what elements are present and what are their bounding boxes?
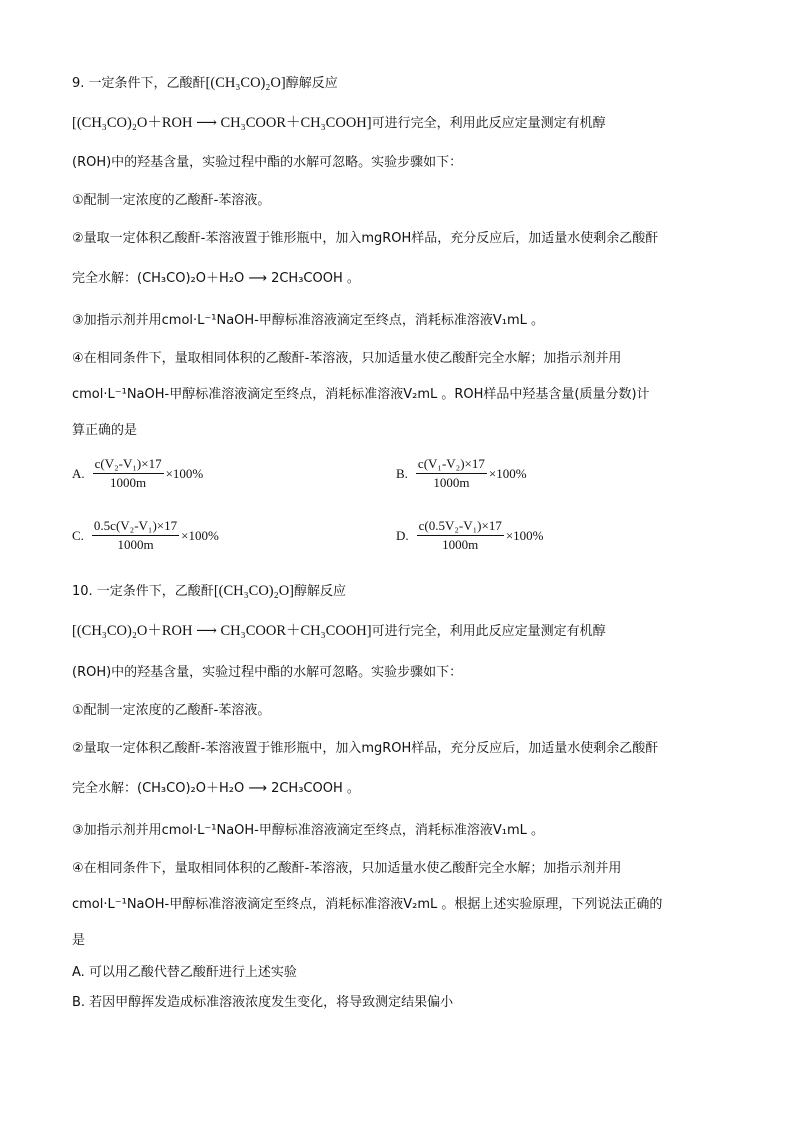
q9-roh-line: (ROH)中的羟基含量，实验过程中酯的水解可忽略。实验步骤如下： (72, 155, 463, 170)
q9-step2b: 完全水解：(CH₃CO)₂O＋H₂O ⟶ 2CH₃COOH 。 (72, 271, 360, 286)
q10-reaction-tail: 可进行完全，利用此反应定量测定有机醇 (371, 624, 606, 639)
fraction (92, 518, 179, 553)
q10-step4c: 是 (72, 933, 86, 948)
q10-reaction: [(CH₃CO)₂O＋ROH ⟶ CH₃COOR＋CH₃COOH] (72, 623, 372, 639)
option-letter: D. (396, 527, 409, 543)
q9-step2: ②量取一定体积乙酸酐-苯溶液置于锥形瓶中，加入mgROH样品，充分反应后，加适量水使剩余乙酸酐 (72, 231, 659, 246)
q9-reaction-tail: 可进行完全，利用此反应定量测定有机醇 (371, 116, 606, 131)
fraction (416, 456, 487, 491)
q9-option-a[interactable] (72, 456, 203, 491)
option-letter: C. (72, 527, 84, 543)
q10-intro-b: 醇解反应 (294, 584, 347, 599)
q10-reaction-line (72, 620, 606, 643)
percent-tail: ×100% (488, 465, 527, 481)
q10-formula: [(CH₃CO)₂O] (213, 583, 294, 599)
q9-step1: ①配制一定浓度的乙酸酐-苯溶液。 (72, 193, 271, 208)
q10-intro-a: 10. 一定条件下，乙酸酐 (72, 584, 214, 599)
fraction (417, 518, 504, 553)
q9-option-b[interactable] (396, 456, 527, 491)
q10-option-a[interactable]: A. 可以用乙酸代替乙酸酐进行上述实验 (72, 965, 297, 980)
q9-option-d[interactable] (396, 518, 544, 553)
q10-step3: ③加指示剂并用cmol·L⁻¹NaOH-甲醇标准溶液滴定至终点，消耗标准溶液V₁mL 。 (72, 823, 545, 838)
denominator: 1000m (442, 537, 479, 552)
q10-step4: ④在相同条件下，量取相同体积的乙酸酐-苯溶液，只加适量水使乙酸酐完全水解；加指示剂并用 (72, 861, 622, 876)
numerator: c(0.5V₂-V₁)×17 (417, 518, 504, 536)
q10-roh-line: (ROH)中的羟基含量，实验过程中酯的水解可忽略。实验步骤如下： (72, 665, 463, 680)
q10-intro (72, 580, 346, 603)
q9-step4c: 算正确的是 (72, 423, 138, 438)
fraction (93, 456, 164, 491)
numerator: c(V₂-V₁)×17 (93, 456, 164, 474)
percent-tail: ×100% (181, 527, 219, 543)
q10-step1: ①配制一定浓度的乙酸酐-苯溶液。 (72, 703, 271, 718)
option-letter: A. (72, 465, 85, 481)
option-letter: B. (396, 465, 408, 481)
q9-intro (72, 72, 338, 95)
denominator: 1000m (110, 475, 147, 490)
q10-option-b[interactable]: B. 若因甲醇挥发造成标准溶液浓度发生变化，将导致测定结果偏小 (72, 995, 454, 1010)
q10-step4b: cmol·L⁻¹NaOH-甲醇标准溶液滴定至终点，消耗标准溶液V₂mL 。根据上述实验原理，下列说法正确的 (72, 897, 663, 912)
q9-step3: ③加指示剂并用cmol·L⁻¹NaOH-甲醇标准溶液滴定至终点，消耗标准溶液V₁mL 。 (72, 313, 545, 328)
numerator: 0.5c(V₂-V₁)×17 (92, 518, 179, 536)
q9-step4b: cmol·L⁻¹NaOH-甲醇标准溶液滴定至终点，消耗标准溶液V₂mL 。ROH样品中羟基含量(质量分数)计 (72, 387, 650, 402)
q9-reaction-line (72, 112, 606, 135)
q9-step4: ④在相同条件下，量取相同体积的乙酸酐-苯溶液，只加适量水使乙酸酐完全水解；加指示剂并用 (72, 351, 622, 366)
q10-step2b: 完全水解：(CH₃CO)₂O＋H₂O ⟶ 2CH₃COOH 。 (72, 781, 360, 796)
q10-step2: ②量取一定体积乙酸酐-苯溶液置于锥形瓶中，加入mgROH样品，充分反应后，加适量水使剩余乙酸酐 (72, 741, 659, 756)
denominator: 1000m (433, 475, 470, 490)
q9-option-c[interactable] (72, 518, 219, 553)
q9-intro-a: 9. 一定条件下，乙酸酐 (72, 76, 206, 91)
q9-intro-b: 醇解反应 (285, 76, 338, 91)
q9-reaction: [(CH₃CO)₂O＋ROH ⟶ CH₃COOR＋CH₃COOH] (72, 115, 372, 131)
numerator: c(V₁-V₂)×17 (416, 456, 487, 474)
q9-formula: [(CH₃CO)₂O] (205, 75, 286, 91)
denominator: 1000m (117, 537, 154, 552)
percent-tail: ×100% (505, 527, 544, 543)
percent-tail: ×100% (165, 465, 204, 481)
